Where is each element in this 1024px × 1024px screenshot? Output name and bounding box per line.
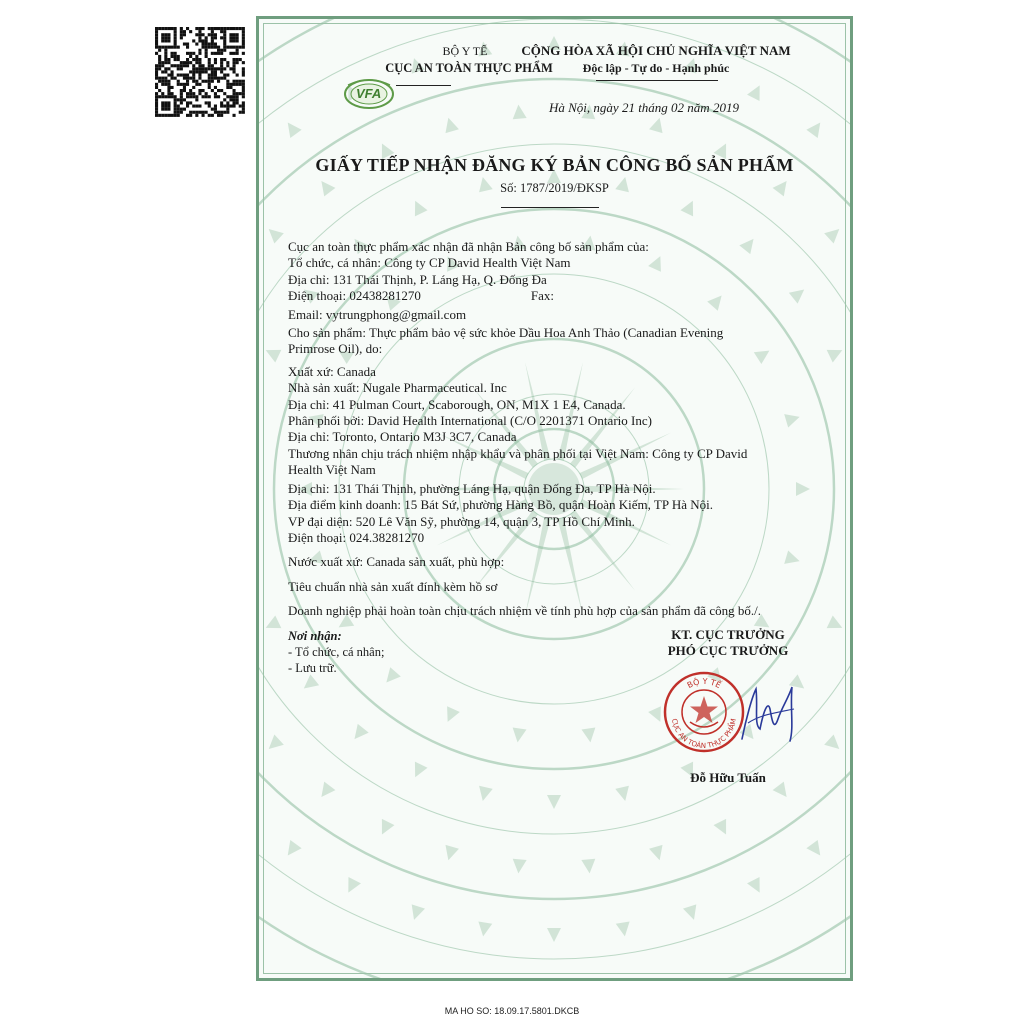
vfa-logo (342, 77, 396, 111)
body-distributor: Phân phối bởi: David Health International (C/O 2201371 Ontario Inc) (288, 413, 652, 429)
body-importer-phone: Điện thoại: 024.38281270 (288, 529, 425, 545)
recipients-heading: Nơi nhận: (288, 629, 342, 643)
stamp-bottom-text: CỤC AN TOÀN THỰC PHẨM (670, 717, 738, 751)
body-origin: Xuất xứ: Canada (288, 363, 376, 379)
body-manufacturer-address: Địa chỉ: 41 Pulman Court, Scaborough, ON, M1X 1 E4, Canada. (288, 396, 626, 412)
body-responsibility: Doanh nghiệp phải hoàn toàn chịu trách nhiệm về tính phù hợp của sản phẩm đã công bố./. (288, 603, 761, 619)
body-business-location: Địa điểm kinh doanh: 15 Bát Sứ, phường Hàng Bồ, quận Hoàn Kiếm, TP Hà Nội. (288, 497, 714, 513)
recipient-item: - Lưu trữ. (288, 661, 337, 675)
certificate-document (256, 16, 853, 981)
file-code: MA HO SO: 18.09.17.5801.DKCB (444, 1006, 580, 1016)
document-title: GIẤY TIẾP NHẬN ĐĂNG KÝ BẢN CÔNG BỐ SẢN PHẨM (315, 155, 794, 175)
vfa-logo-text: VFA (356, 86, 382, 101)
body-importer-address: Địa chỉ: 131 Thái Thịnh, phường Láng Hạ, quận Đống Đa, TP Hà Nội. (288, 480, 656, 496)
recipients-block (288, 628, 384, 676)
issue-date: Hà Nội, ngày 21 tháng 02 năm 2019 (549, 100, 739, 115)
signature-role-line-1: KT. CỤC TRƯỞNG (671, 627, 785, 642)
body-product-line-1: Cho sản phẩm: Thực phẩm bảo vệ sức khỏe Dầu Hoa Anh Thảo (Canadian Evening (288, 325, 724, 341)
title-rule (501, 207, 599, 208)
body-intro: Cục an toàn thực phẩm xác nhận đã nhận Bản công bố sản phẩm của: (288, 239, 649, 254)
body-organization: Tổ chức, cá nhân: Công ty CP David Health Việt Nam (288, 255, 571, 271)
body-address: Địa chỉ: 131 Thái Thịnh, P. Láng Hạ, Q. Đống Đa (288, 271, 547, 287)
body-phone-row (288, 288, 761, 304)
handwritten-signature (734, 679, 804, 749)
body-product-line-2: Primrose Oil), do: (288, 341, 383, 357)
national-motto: Độc lập - Tự do - Hạnh phúc (582, 61, 730, 75)
body-importer-line-1: Thương nhân chịu trách nhiệm nhập khẩu và phân phối tại Việt Nam: Công ty CP David (288, 445, 748, 461)
country-name: CỘNG HÒA XÃ HỘI CHỦ NGHĨA VIỆT NAM (521, 43, 791, 58)
agency-name: CỤC AN TOÀN THỰC PHẨM (385, 61, 553, 75)
signature-role-line-2: PHÓ CỤC TRƯỞNG (667, 643, 789, 658)
body-distributor-address: Địa chỉ: Toronto, Ontario M3J 3C7, Canada (288, 429, 517, 445)
svg-text:BỘ Y TẾ (686, 675, 724, 690)
signature-title (613, 627, 843, 659)
body-importer-line-2: Health Việt Nam (288, 462, 376, 478)
header-left-rule (396, 85, 451, 86)
body-export-country: Nước xuất xứ: Canada sản xuất, phù hợp: (288, 554, 505, 570)
recipient-item: - Tổ chức, cá nhân; (288, 645, 385, 659)
signer-name: Đỗ Hữu Tuấn (690, 770, 766, 785)
stamp-top-text: BỘ Y TẾ (685, 676, 723, 691)
body-fax: Fax: (530, 288, 555, 304)
body-standard: Tiêu chuẩn nhà sản xuất đính kèm hồ sơ (288, 578, 498, 594)
certificate-body (288, 239, 761, 620)
ministry-name: BỘ Y TẾ (442, 44, 488, 58)
motto-rule (596, 80, 718, 81)
document-number: Số: 1787/2019/ĐKSP (500, 181, 609, 195)
body-phone: Điện thoại: 02438281270 (288, 288, 421, 304)
body-email: Email: vytrungphong@gmail.com (288, 306, 467, 322)
body-representative-office: VP đại diện: 520 Lê Văn Sỹ, phường 14, quận 3, TP Hồ Chí Minh. (288, 513, 635, 529)
body-manufacturer: Nhà sản xuất: Nugale Pharmaceutical. Inc (288, 380, 507, 396)
qr-code (152, 27, 249, 117)
